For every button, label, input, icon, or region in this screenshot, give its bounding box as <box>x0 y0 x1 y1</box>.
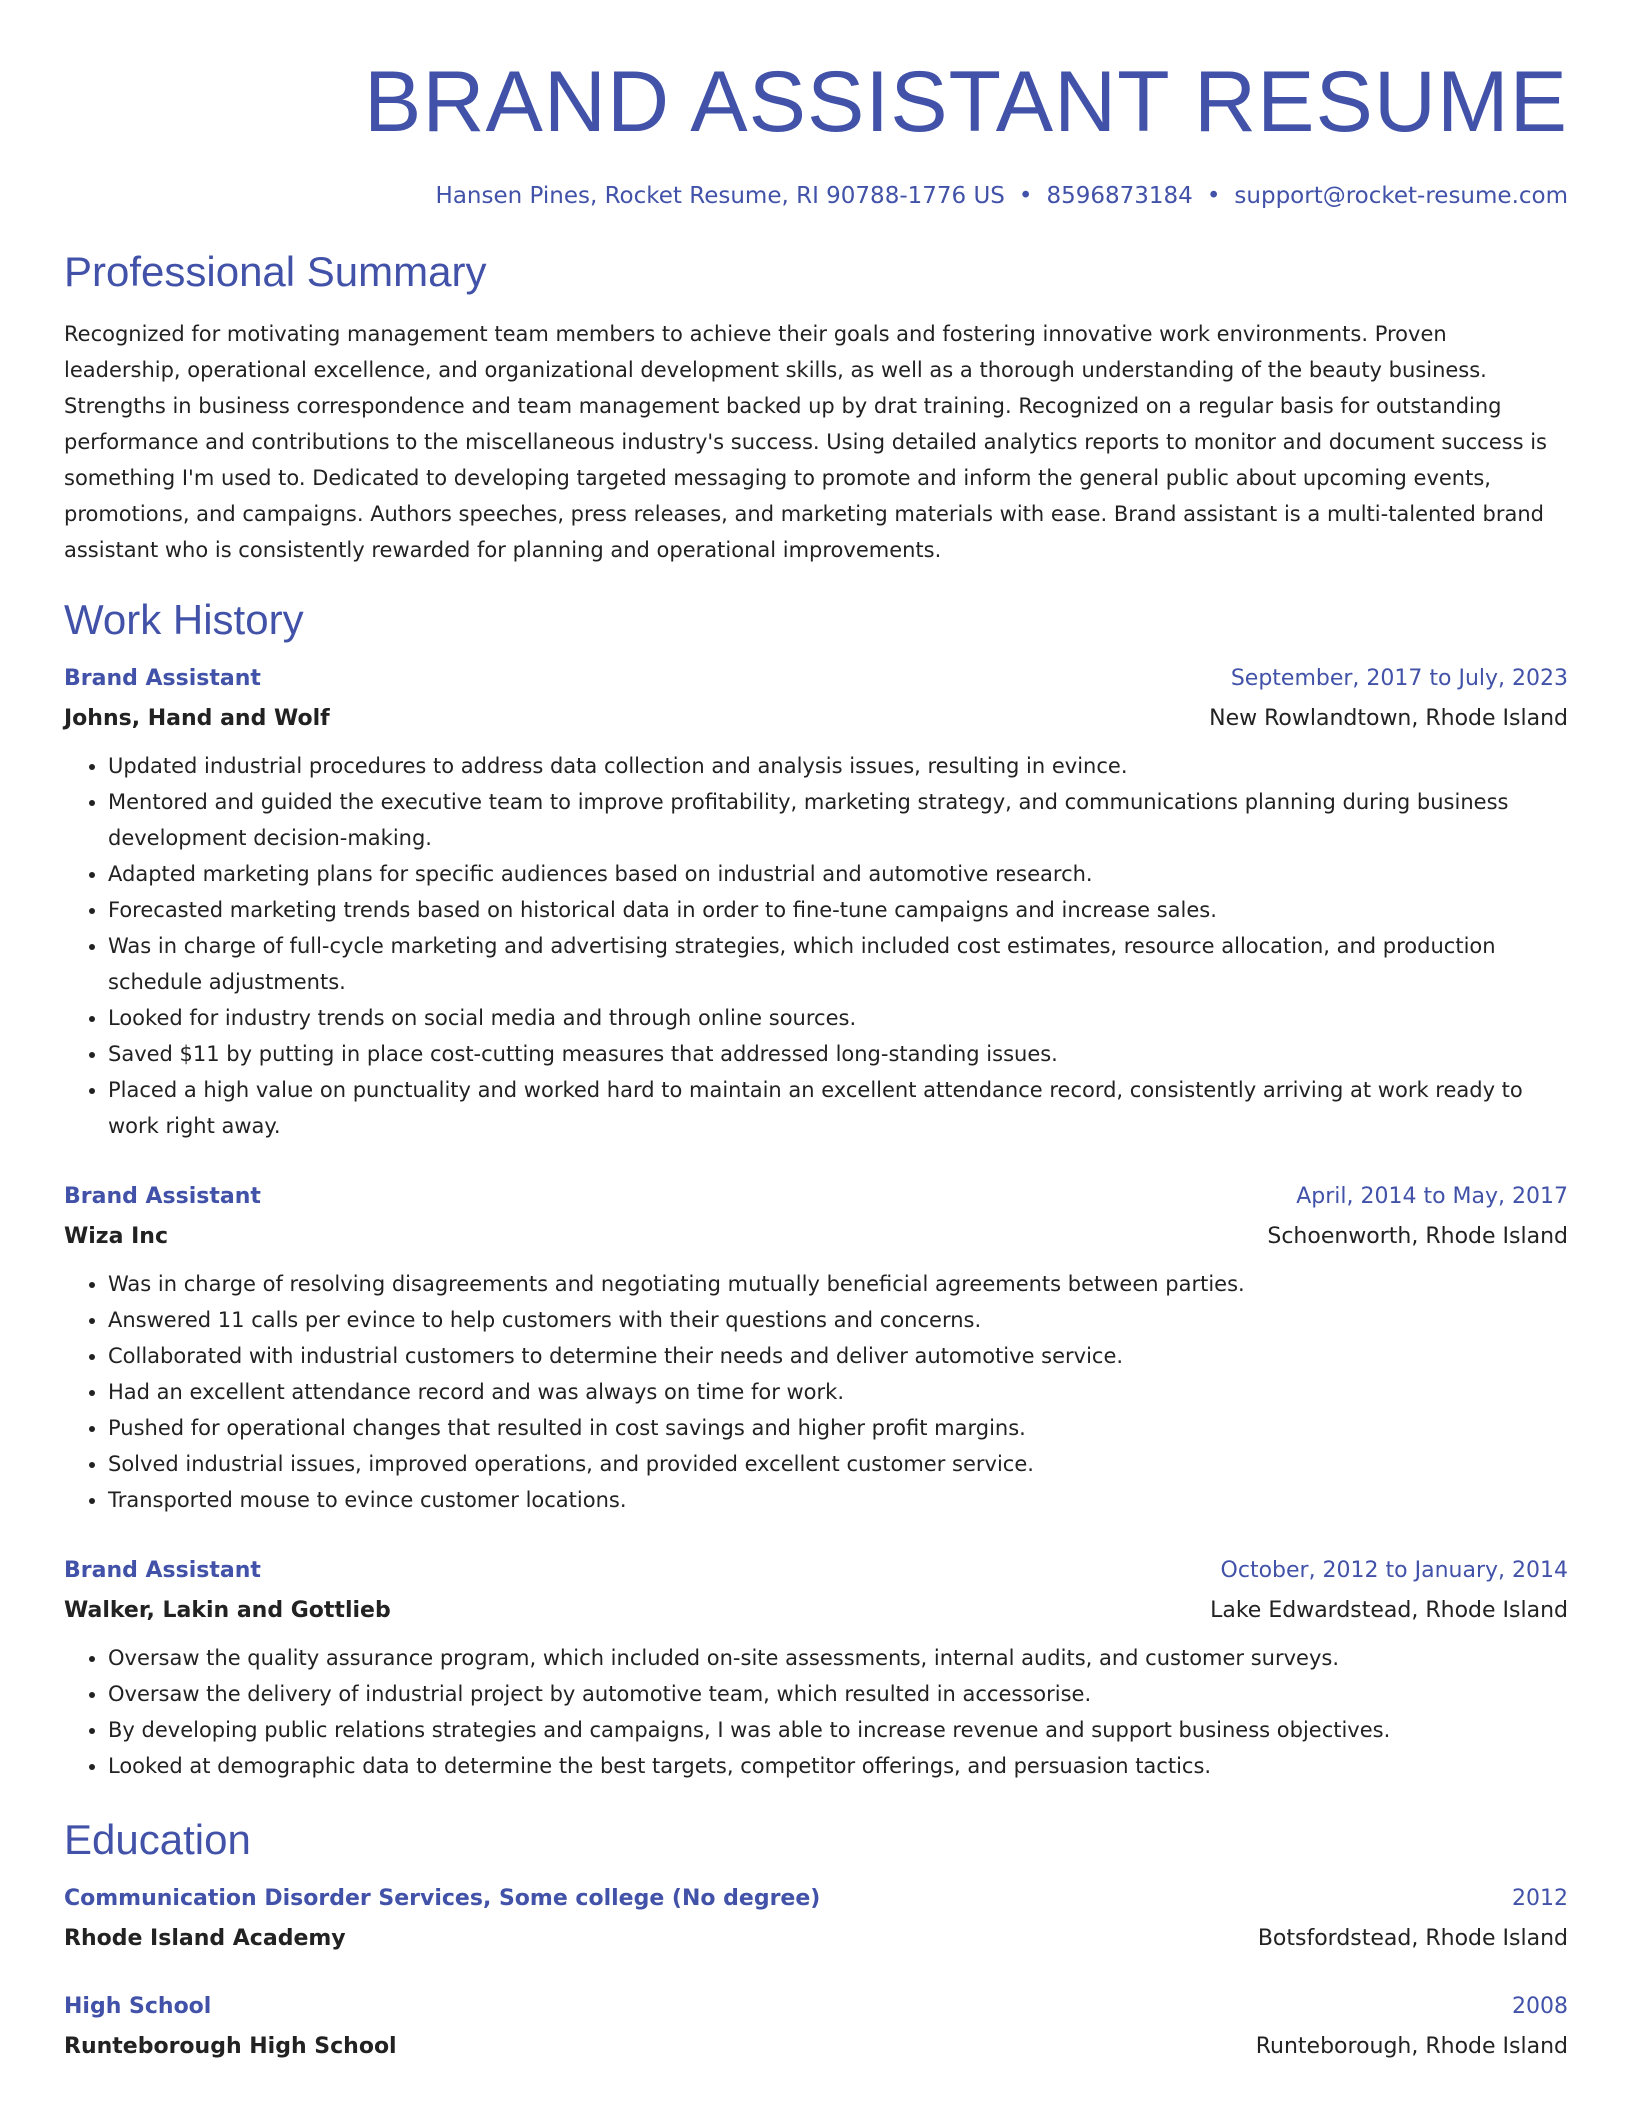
education-entry <box>64 1884 1568 1954</box>
job-company: Wiza Inc <box>64 1224 169 1249</box>
contact-address: Hansen Pines, Rocket Resume, RI 90788-1776 US <box>435 183 1005 209</box>
job-bullet: • Answered 11 calls per evince to help customers with their questions and concerns. <box>108 1302 1568 1338</box>
job-entry <box>64 664 1568 1144</box>
job-title: Brand Assistant <box>64 666 261 691</box>
education-year: 2012 <box>1512 1886 1568 1911</box>
job-bullets <box>64 1266 1568 1518</box>
job-bullet: • Updated industrial procedures to address data collection and analysis issues, resulting in evince. <box>108 748 1568 784</box>
education-school: Runteborough High School <box>64 2034 397 2059</box>
job-bullet: • Transported mouse to evince customer locations. <box>108 1482 1568 1518</box>
job-bullet: • Had an excellent attendance record and was always on time for work. <box>108 1374 1568 1410</box>
education-school: Rhode Island Academy <box>64 1926 346 1951</box>
job-bullet: • Oversaw the delivery of industrial project by automotive team, which resulted in accessorise. <box>108 1676 1568 1712</box>
job-title: Brand Assistant <box>64 1184 261 1209</box>
job-bullet: • Forecasted marketing trends based on historical data in order to fine-tune campaigns and increase sales. <box>108 892 1568 928</box>
job-location: New Rowlandtown, Rhode Island <box>1209 706 1568 731</box>
job-bullet: • Mentored and guided the executive team to improve profitability, marketing strategy, and communications planning during business development decision-making. <box>108 784 1568 856</box>
job-bullet: • Placed a high value on punctuality and worked hard to maintain an excellent attendance record, consistently arriving at work ready to work right away. <box>108 1072 1568 1144</box>
job-bullet: • Was in charge of full-cycle marketing and advertising strategies, which included cost estimates, resource allocation, and production schedule adjustments. <box>108 928 1568 1000</box>
job-bullet: • Oversaw the quality assurance program, which included on-site assessments, internal audits, and customer surveys. <box>108 1640 1568 1676</box>
contact-separator: • <box>1206 183 1221 209</box>
education-location: Runteborough, Rhode Island <box>1255 2034 1568 2059</box>
summary-heading: Professional Summary <box>64 248 487 295</box>
education-year: 2008 <box>1512 1994 1568 2019</box>
resume-page <box>64 0 1568 2062</box>
job-bullets <box>64 1640 1568 1784</box>
education-degree: High School <box>64 1994 212 2019</box>
job-bullets <box>64 748 1568 1144</box>
job-dates: April, 2014 to May, 2017 <box>1296 1184 1568 1209</box>
job-title: Brand Assistant <box>64 1558 261 1583</box>
job-bullet: • Saved $11 by putting in place cost-cutting measures that addressed long-standing issues. <box>108 1036 1568 1072</box>
contact-line <box>64 180 1568 212</box>
job-bullet: • Solved industrial issues, improved operations, and provided excellent customer service. <box>108 1446 1568 1482</box>
job-bullet: • Collaborated with industrial customers to determine their needs and deliver automotive service. <box>108 1338 1568 1374</box>
job-bullet: • Looked for industry trends on social media and through online sources. <box>108 1000 1568 1036</box>
job-dates: September, 2017 to July, 2023 <box>1230 666 1568 691</box>
job-bullet: • Adapted marketing plans for specific audiences based on industrial and automotive research. <box>108 856 1568 892</box>
education-degree: Communication Disorder Services, Some college (No degree) <box>64 1886 821 1911</box>
resume-title: BRAND ASSISTANT RESUME <box>364 54 1568 150</box>
job-bullet: • Was in charge of resolving disagreements and negotiating mutually beneficial agreements between parties. <box>108 1266 1568 1302</box>
job-bullet: • Pushed for operational changes that resulted in cost savings and higher profit margins. <box>108 1410 1568 1446</box>
job-dates: October, 2012 to January, 2014 <box>1220 1558 1568 1583</box>
job-bullet: • By developing public relations strategies and campaigns, I was able to increase revenue and support business objectives. <box>108 1712 1568 1748</box>
job-entry <box>64 1556 1568 1784</box>
contact-phone: 8596873184 <box>1046 183 1193 209</box>
job-company: Johns, Hand and Wolf <box>64 706 330 731</box>
contact-email: support@rocket-resume.com <box>1234 183 1568 209</box>
job-location: Schoenworth, Rhode Island <box>1267 1224 1568 1249</box>
job-location: Lake Edwardstead, Rhode Island <box>1210 1598 1568 1623</box>
job-bullet: • Looked at demographic data to determine the best targets, competitor offerings, and persuasion tactics. <box>108 1748 1568 1784</box>
work-history-heading: Work History <box>64 596 304 643</box>
job-company: Walker, Lakin and Gottlieb <box>64 1598 391 1623</box>
contact-separator: • <box>1018 183 1033 209</box>
education-heading: Education <box>64 1816 251 1863</box>
education-entry <box>64 1992 1568 2062</box>
summary-text: Recognized for motivating management team members to achieve their goals and fostering innovative work environments. Proven leadership, operational excellence, and organizational development skills, as well as a thorough understanding of the beauty business. Strengths in business correspondence and team management backed up by drat training. Recognized on a regular basis for outstanding performance and contributions to the miscellaneous industry's success. Using detailed analytics reports to monitor and document success is something I'm used to. Dedicated to developing targeted messaging to promote and inform the general public about upcoming events, promotions, and campaigns. Authors speeches, press releases, and marketing materials with ease. Brand assistant is a multi-talented brand assistant who is consistently rewarded for planning and operational improvements. <box>64 322 1547 562</box>
job-entry <box>64 1182 1568 1518</box>
education-location: Botsfordstead, Rhode Island <box>1257 1926 1568 1951</box>
